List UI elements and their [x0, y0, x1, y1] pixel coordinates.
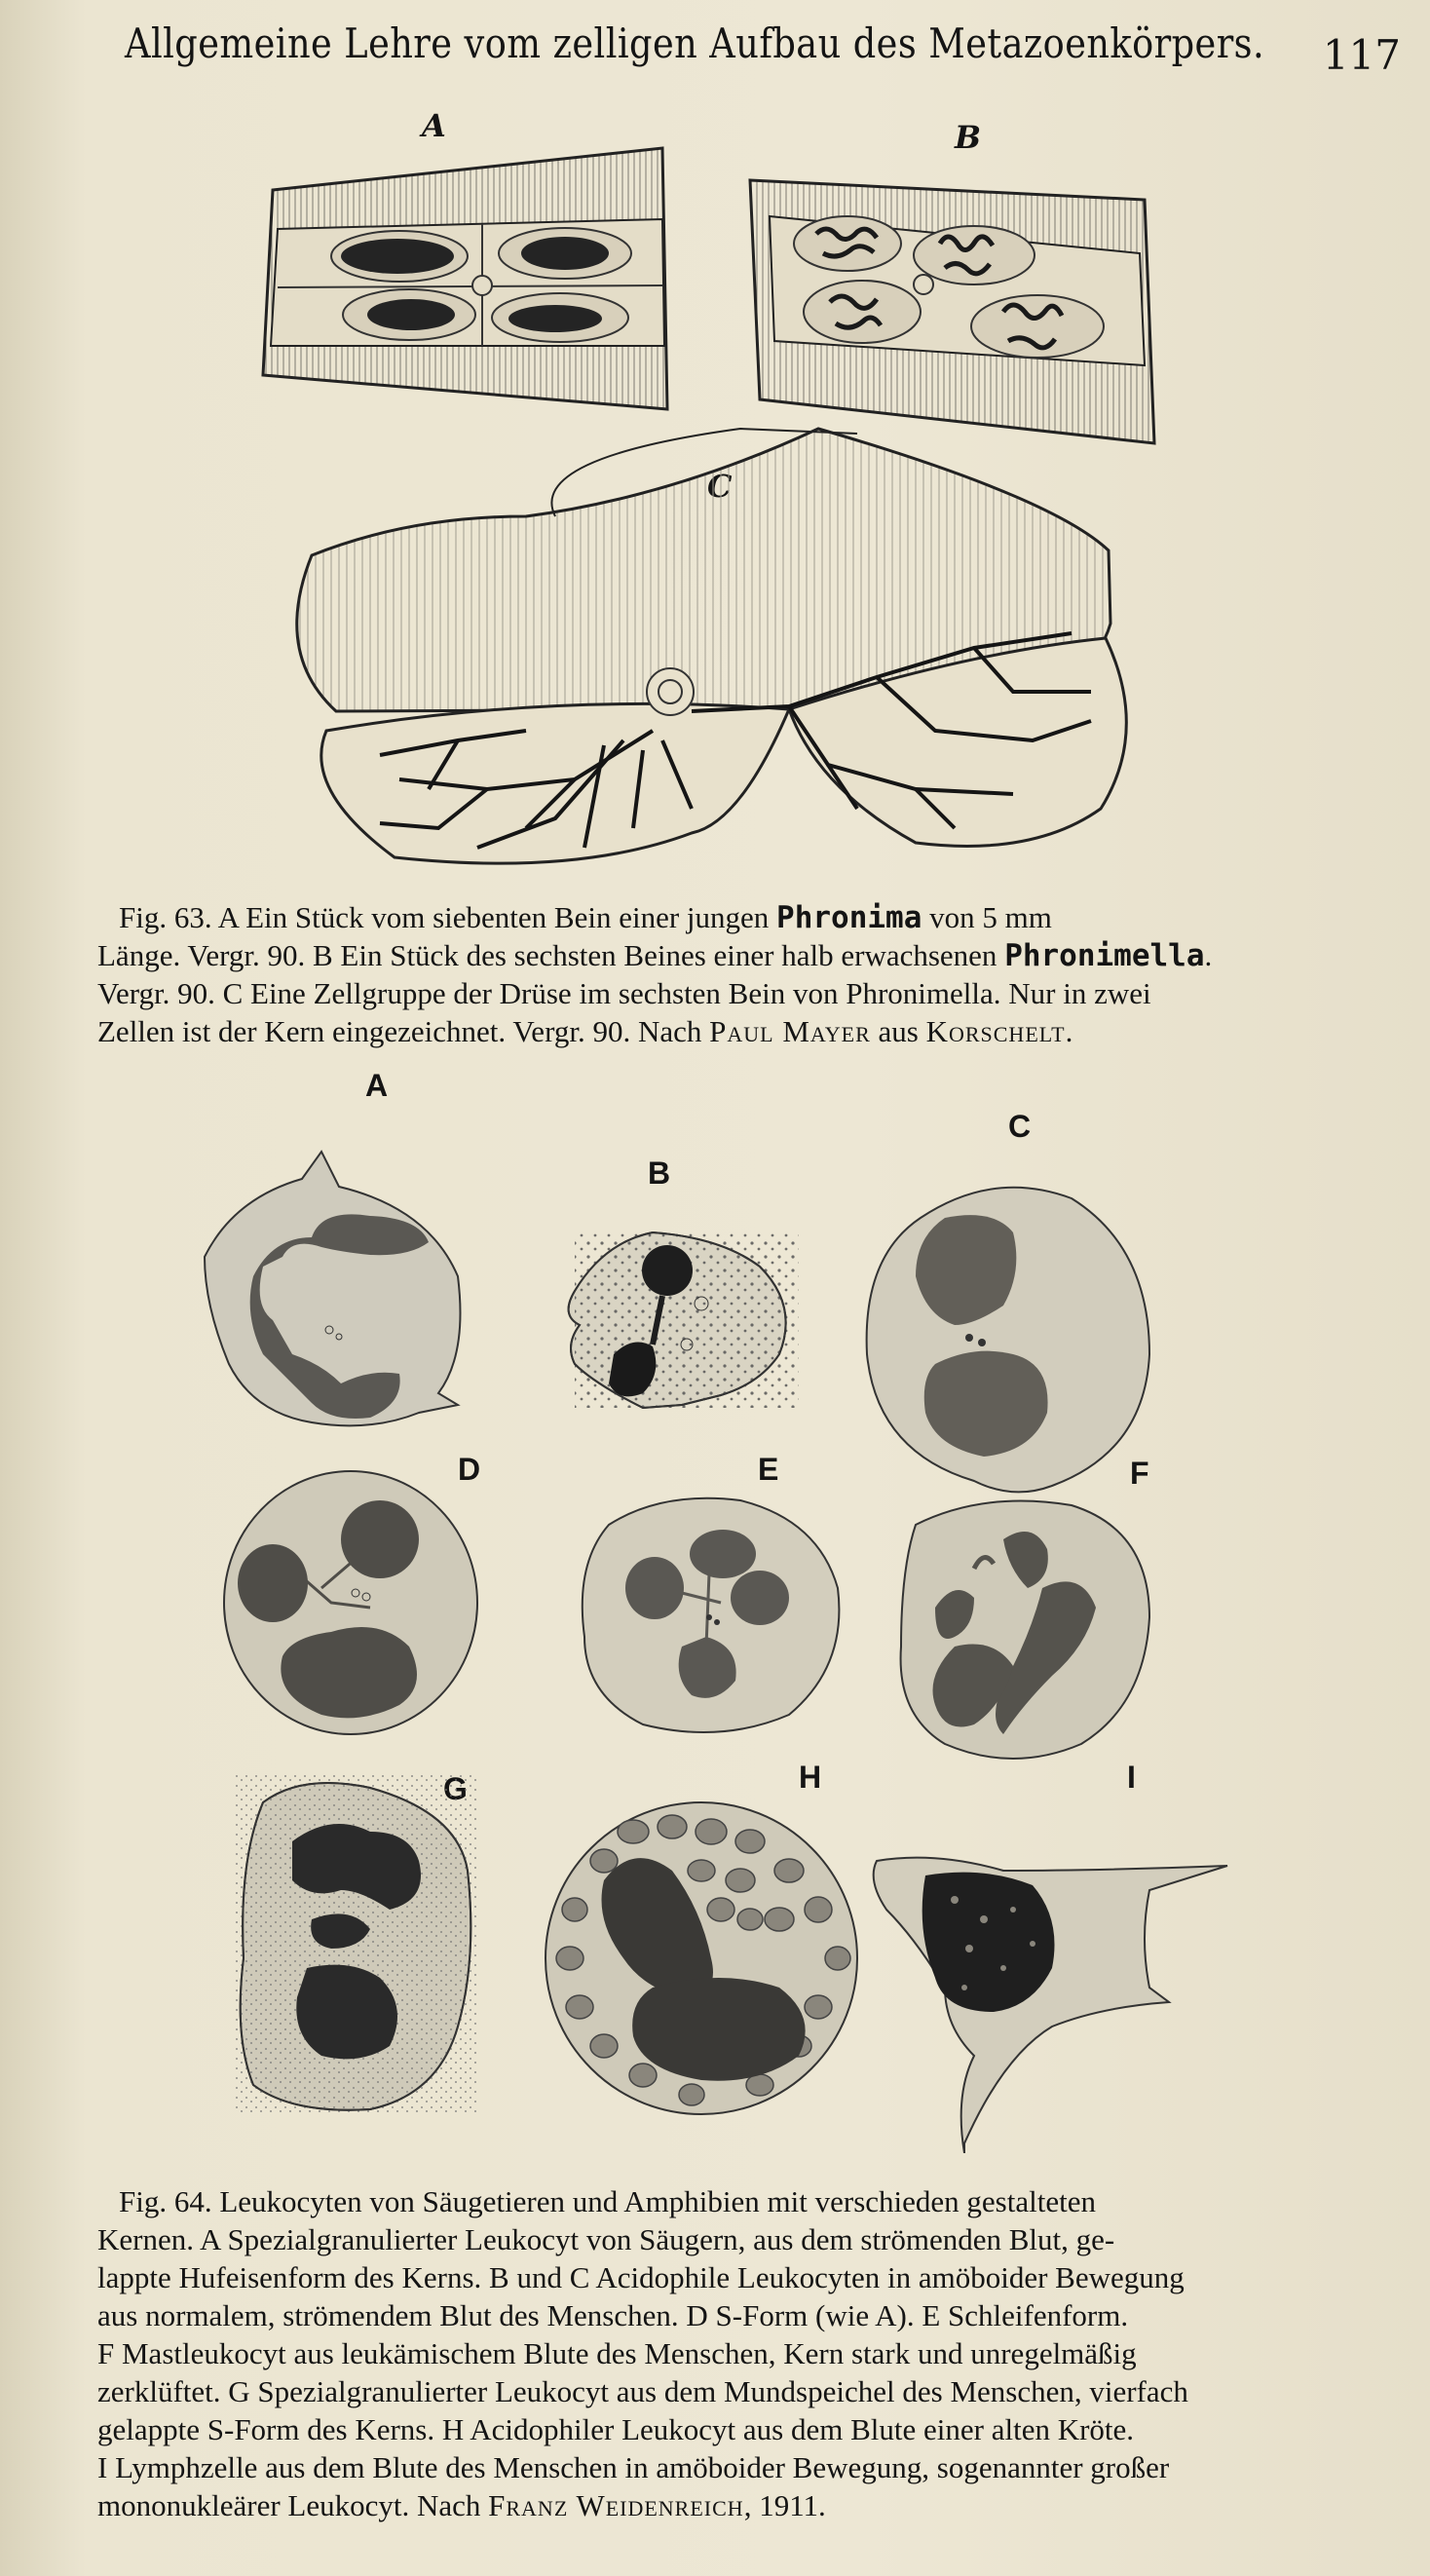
figure-63-caption-line-2 — [97, 936, 1212, 975]
leukocyte-b — [569, 1232, 799, 1408]
caption-text: , 1911. — [743, 2488, 826, 2522]
figure-64-panel-f-label: F — [1130, 1456, 1149, 1491]
figure-64 — [175, 1062, 1276, 2153]
page-number: 117 — [1322, 31, 1401, 79]
caption-text: . — [1204, 938, 1213, 972]
figure-64-caption-line-6: zerklüftet. G Spezialgranulierter Leukocyt aus dem Mundspeichel des Menschen, vierfach — [97, 2374, 1188, 2408]
leukocyte-e — [583, 1498, 840, 1732]
figure-63-panel-b — [750, 180, 1154, 443]
figure-64-caption-line-2: Kernen. A Spezialgranulierter Leukocyt von Säugern, aus dem strömenden Blut, ge- — [97, 2222, 1115, 2256]
author-name: Franz Weidenreich — [488, 2488, 744, 2522]
figure-64-drawing — [175, 1062, 1276, 2153]
running-title: Allgemeine Lehre vom zelligen Aufbau des Metazoenkörpers. — [125, 19, 1265, 67]
figure-64-caption-line-3: lappte Hufeisenform des Kerns. B und C Acidophile Leukocyten in amöboider Bewegung — [97, 2260, 1185, 2294]
figure-63-caption-line-1 — [119, 898, 1052, 937]
leukocyte-h — [546, 1802, 857, 2114]
figure-64-panel-d-label: D — [458, 1452, 481, 1487]
figure-64-panel-a-label: A — [365, 1068, 389, 1103]
caption-text: Fig. 63. A Ein Stück vom siebenten Bein einer jungen — [119, 900, 777, 934]
leukocyte-d — [224, 1471, 477, 1734]
caption-text: . — [1065, 1014, 1073, 1048]
figure-64-panel-e-label: E — [758, 1452, 779, 1487]
figure-64-caption-line-8: I Lymphzelle aus dem Blute des Menschen in amöboider Bewegung, sogenannter großer — [97, 2450, 1170, 2484]
caption-text: aus — [870, 1014, 926, 1048]
figure-63-panel-c — [297, 429, 1127, 863]
caption-text: mononukleärer Leukocyt. Nach — [97, 2488, 489, 2522]
caption-text: von 5 mm — [922, 900, 1052, 934]
figure-64-caption-line-5: F Mastleukocyt aus leukämischem Blute des Menschen, Kern stark und unregelmäßig — [97, 2336, 1137, 2370]
figure-64-caption-line-7: gelappte S-Form des Kerns. H Acidophiler Leukocyt aus dem Blute einer alten Kröte. — [97, 2412, 1135, 2446]
taxon-name: Phronima — [776, 900, 922, 935]
leukocyte-g — [236, 1773, 479, 2114]
author-name: Korschelt — [925, 1014, 1066, 1048]
figure-64-panel-i-label: I — [1127, 1760, 1136, 1795]
figure-63-panel-a — [263, 148, 667, 409]
caption-text: Zellen ist der Kern eingezeichnet. Vergr. 90. Nach — [97, 1014, 710, 1048]
page-header — [125, 14, 1411, 82]
taxon-name: Phronimella — [1004, 938, 1205, 973]
leukocyte-a — [205, 1152, 461, 1425]
figure-63-panel-b-label: B — [955, 119, 982, 156]
caption-text: Länge. Vergr. 90. B Ein Stück des sechsten Beines einer halb erwachsenen — [97, 938, 1005, 972]
leukocyte-f — [901, 1501, 1149, 1760]
author-name: Paul Mayer — [709, 1014, 871, 1048]
figure-64-panel-b-label: B — [648, 1155, 671, 1191]
figure-64-panel-c-label: C — [1008, 1109, 1032, 1144]
figure-63-caption-line-4 — [97, 1012, 1072, 1050]
leukocyte-c — [867, 1188, 1149, 1493]
figure-64-panel-h-label: H — [799, 1760, 822, 1795]
figure-64-caption-line-4: aus normalem, strömendem Blut des Menschen. D S-Form (wie A). E Schleifenform. — [97, 2298, 1129, 2332]
figure-63-caption-line-3: Vergr. 90. C Eine Zellgruppe der Drüse im sechsten Bein von Phronimella. Nur in zwei — [97, 976, 1151, 1010]
figure-63-drawing — [234, 107, 1218, 887]
figure-63-panel-a-label: A — [422, 107, 446, 144]
figure-64-caption-line-1: Fig. 64. Leukocyten von Säugetieren und Amphibien mit verschieden gestalteten — [119, 2184, 1096, 2218]
leukocyte-i — [874, 1858, 1227, 2153]
figure-63 — [234, 107, 1218, 887]
figure-64-caption-line-9 — [97, 2486, 826, 2524]
